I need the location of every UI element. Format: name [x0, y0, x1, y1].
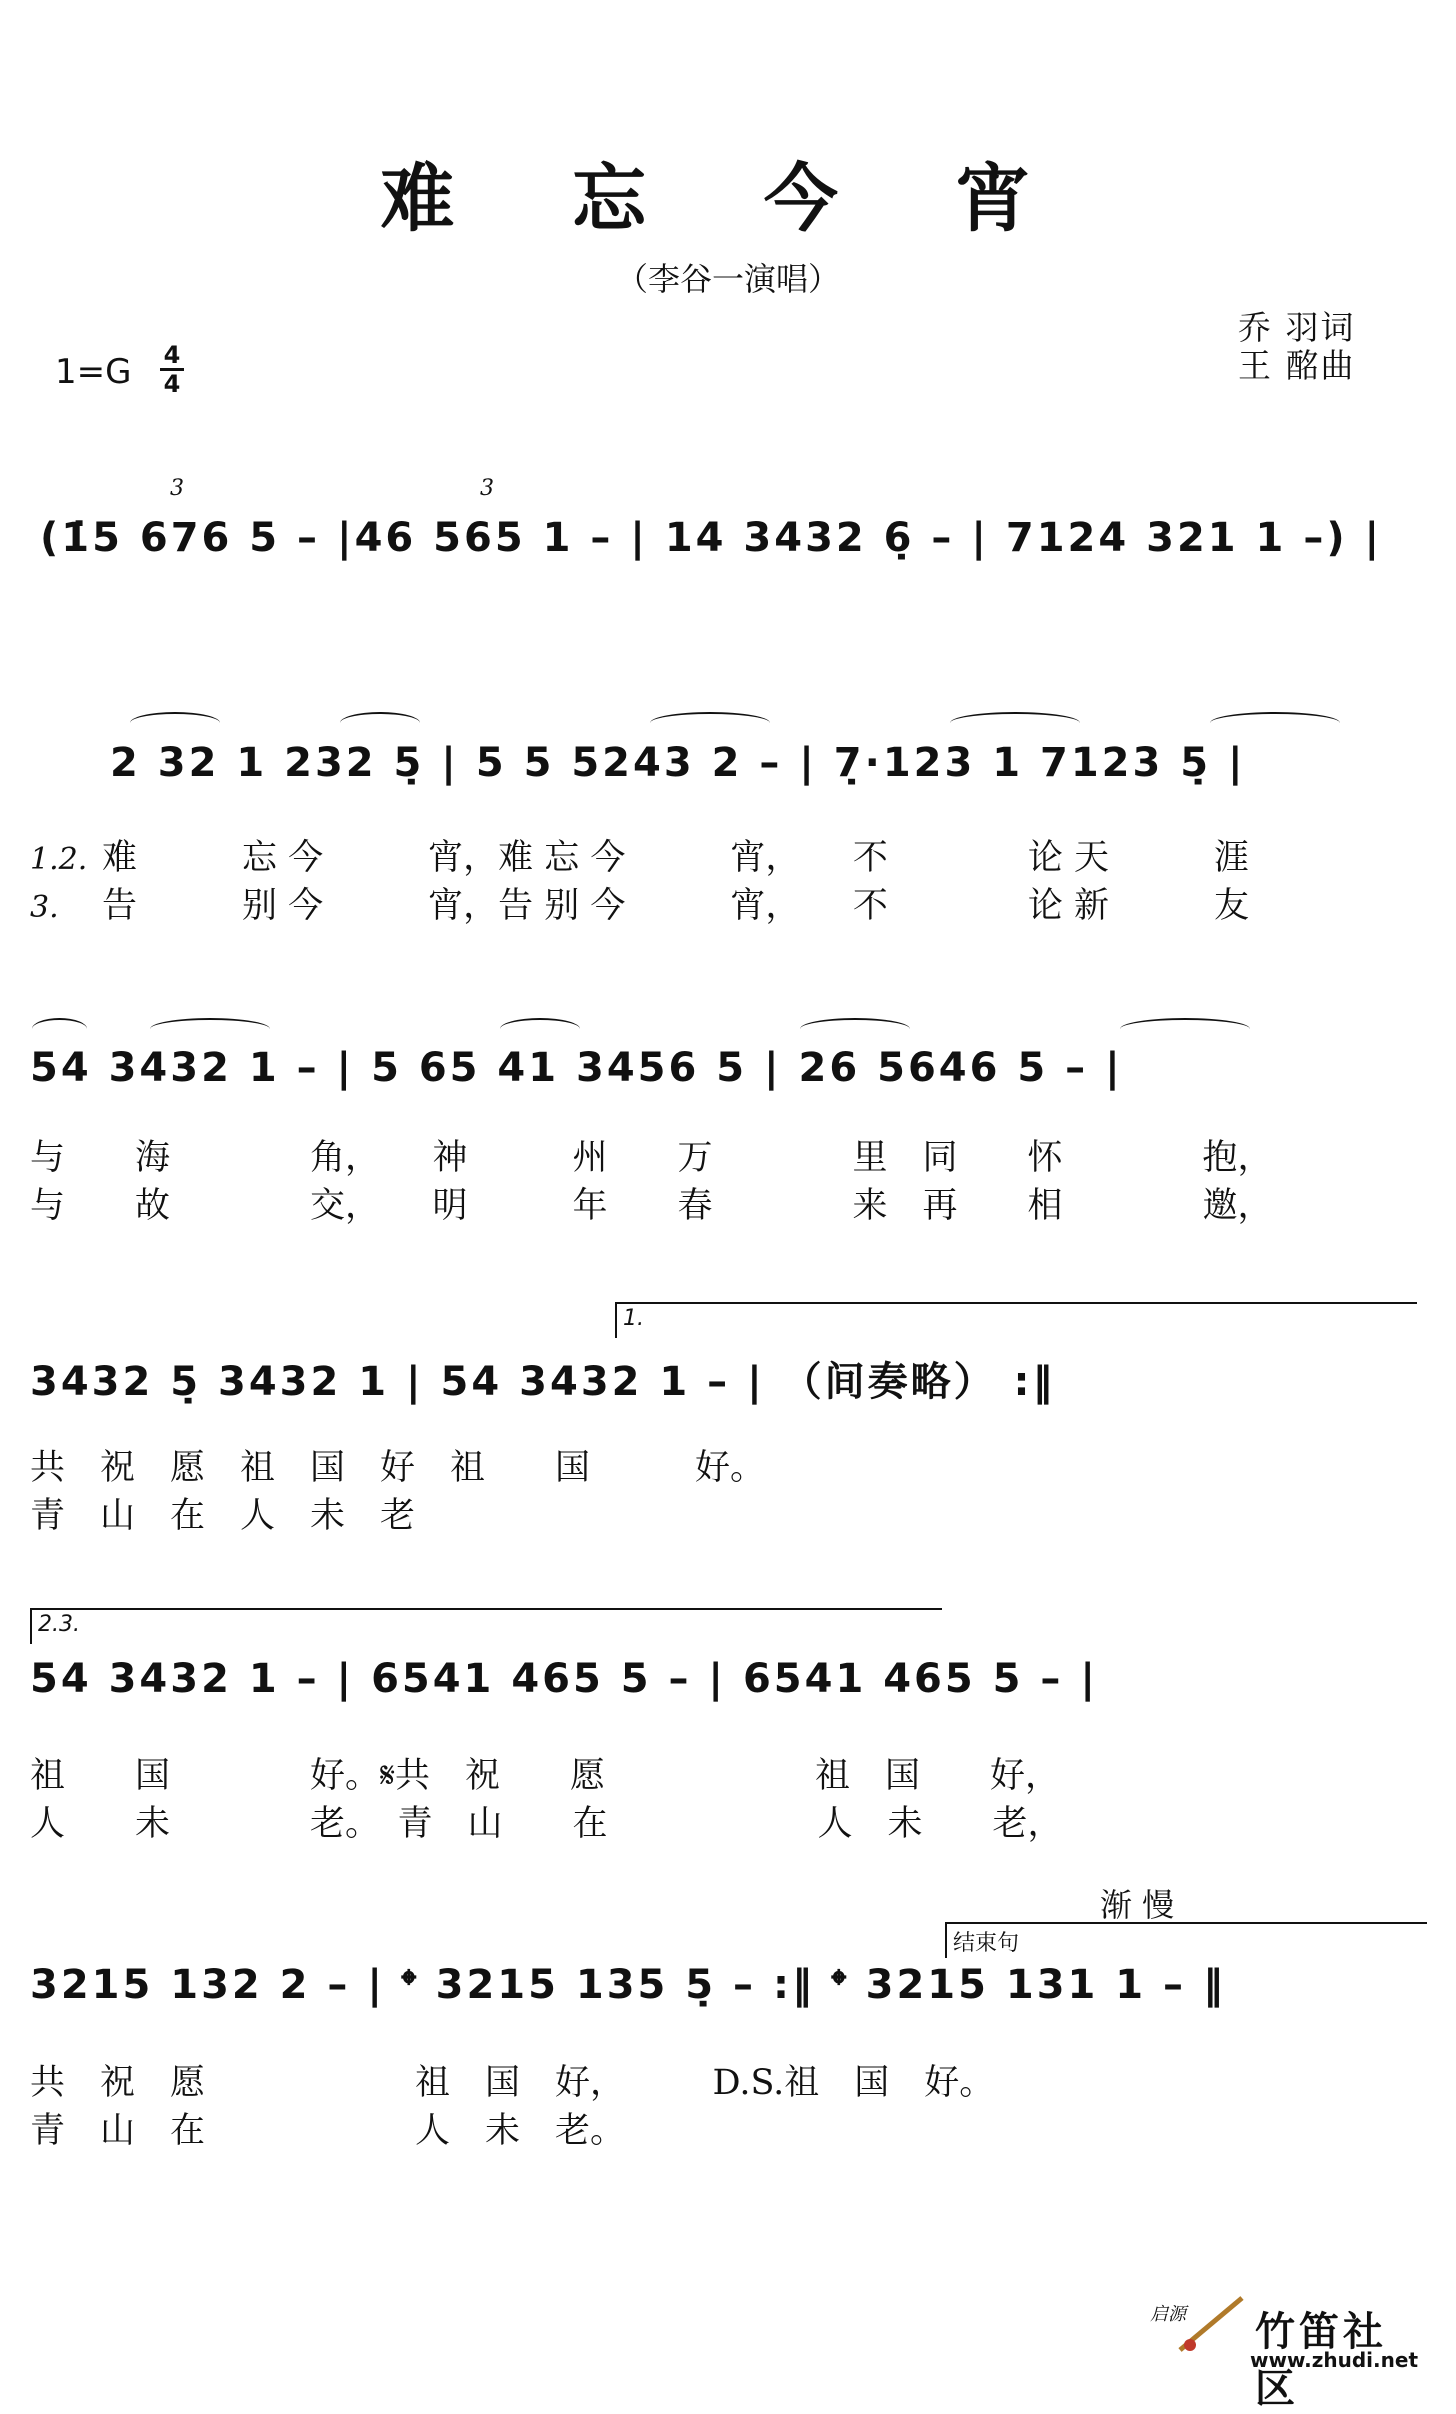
- slur: [150, 1018, 270, 1040]
- score-system-2: [0, 740, 1456, 800]
- slur: [1210, 712, 1340, 734]
- lyric-text: 告 别 今 宵，告 别 今 宵， 不 论 新 友: [102, 886, 1250, 926]
- volta-bracket-second-ending: 2.3.: [30, 1608, 942, 1644]
- time-signature: [158, 342, 186, 397]
- verse-number: 3.: [30, 890, 59, 925]
- slur: [950, 712, 1080, 734]
- lyric-text: 难 忘 今 宵，难 忘 今 宵， 不 论 天 涯: [102, 838, 1250, 878]
- score-system-4: [0, 1350, 1456, 1410]
- lyric-line-verse-1: 共 祝 愿 祖 国 好， D.S.祖 国 好。: [30, 2063, 995, 2103]
- slur: [800, 1018, 910, 1040]
- slur: [32, 1018, 87, 1040]
- score-system-1: [0, 515, 1456, 575]
- score-system-3: [0, 1045, 1456, 1105]
- logo-source: 启源: [1150, 2304, 1186, 2325]
- lyric-line-verse-2: 青 山 在 人 未 老。: [30, 2111, 626, 2151]
- lyricist-credit: 乔 羽词: [1238, 308, 1356, 347]
- notation-line: (1̇5 676 5 – |46 565 1 – | 14 3432 6̣ – | 7124 321 1 –) |: [40, 515, 1383, 561]
- notation-line: 2 32 1 232 5̣ | 5 5 5243 2 – | 7̣·123 1 7123 5̣ |: [110, 740, 1246, 786]
- notation-line: 3215 132 2 – | 𝄌 3215 135 5̣ – :‖ 𝄌 3215 131 1 – ‖: [30, 1962, 1226, 2008]
- performer: （李谷一演唱）: [615, 260, 840, 298]
- time-signature-bottom: 4: [163, 370, 181, 398]
- lyric-line-verse-3: [30, 878, 1249, 928]
- lyric-line-verse-1: 祖 国 好。𝄋共 祝 愿 祖 国 好，: [30, 1756, 1061, 1796]
- flute-icon: [1170, 2290, 1250, 2360]
- notation-line: 54 3432 1 – | 6541 465 5 – | 6541 465 5 – |: [30, 1656, 1098, 1702]
- time-signature-top: 4: [163, 341, 181, 369]
- lyric-line-verse-1: 共 祝 愿 祖 国 好 祖 国 好。: [30, 1448, 766, 1488]
- notation-line: 3432 5̣ 3432 1 | 54 3432 1 – | （间奏略） :‖: [30, 1359, 1056, 1405]
- key-signature: 1=G: [55, 352, 132, 392]
- slur: [1120, 1018, 1250, 1040]
- slur: [500, 1018, 580, 1040]
- ending-bracket: 结束句: [945, 1922, 1427, 1958]
- notation-line: 54 3432 1 – | 5 65 41 3456 5 | 26 5646 5 – |: [30, 1045, 1123, 1091]
- triplet-mark: 3: [170, 476, 184, 501]
- site-logo: [1150, 2290, 1420, 2412]
- logo-name: 竹笛社区: [1255, 2308, 1387, 2412]
- lyric-line-verse-2: 与 故 交， 明 年 春 来 再 相 邀，: [30, 1186, 1273, 1226]
- verse-number: 1.2.: [30, 842, 88, 877]
- tempo-marking: 渐 慢: [1100, 1886, 1175, 1924]
- score-system-6: [0, 1962, 1456, 2022]
- lyric-line-verse-2: 青 山 在 人 未 老: [30, 1496, 416, 1536]
- slur: [340, 712, 420, 734]
- triplet-mark: 3: [480, 476, 494, 501]
- page-title: 难 忘 今 宵: [380, 156, 1076, 242]
- lyric-line-verse-1: 与 海 角， 神 州 万 里 同 怀 抱，: [30, 1138, 1273, 1178]
- slur: [130, 712, 220, 734]
- logo-url: www.zhudi.net: [1250, 2348, 1418, 2372]
- slur: [650, 712, 770, 734]
- lyric-line-verse-2: 人 未 老。 青 山 在 人 未 老，: [30, 1804, 1063, 1844]
- composer-credit: 王 酩曲: [1238, 346, 1356, 385]
- lyric-line-verse-1-2: [30, 830, 1249, 880]
- volta-bracket-first-ending: 1.: [615, 1302, 1417, 1338]
- score-system-5: [0, 1656, 1456, 1716]
